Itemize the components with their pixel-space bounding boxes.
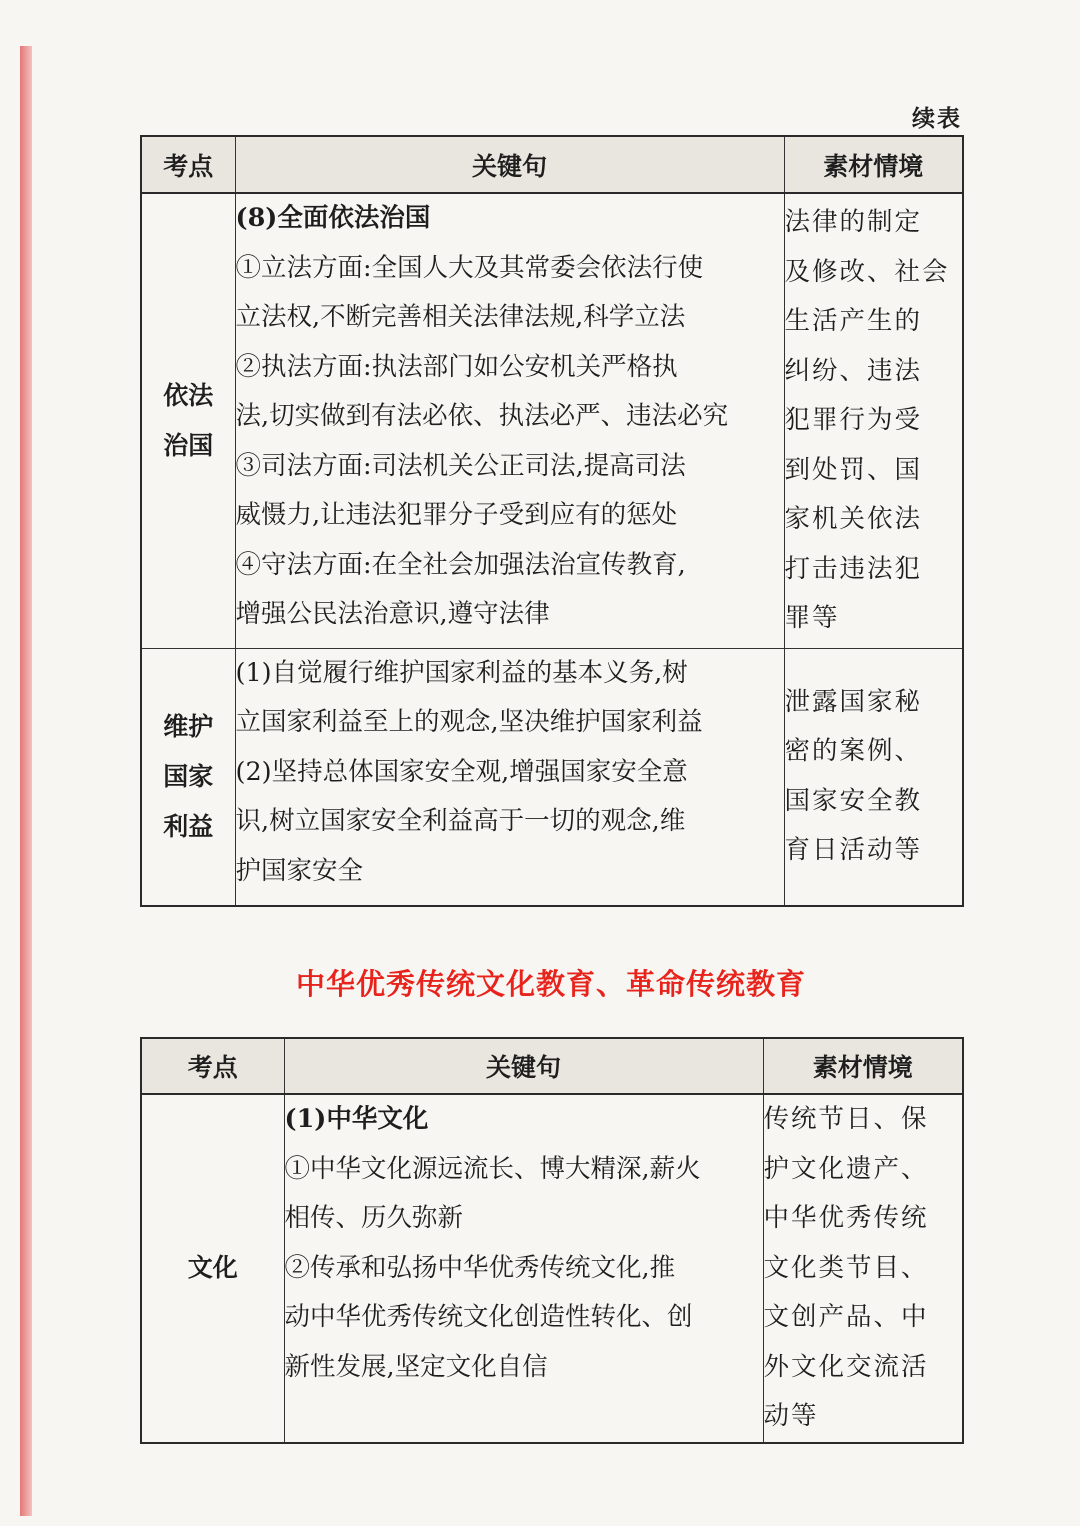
scene-line: 文创产品、中 xyxy=(763,1302,929,1332)
scene-line: 文化类节目、 xyxy=(763,1252,929,1283)
content-line: 增强公民法治意识,遵守法律 xyxy=(235,599,550,629)
content-line: 立国家利益至上的观念,坚决维护国家利益 xyxy=(235,707,703,737)
content-line: 威慑力,让违法犯罪分子受到应有的惩处 xyxy=(235,500,678,530)
table-row xyxy=(141,1094,963,1443)
content-line: 相传、历久弥新 xyxy=(284,1203,464,1233)
content-heading xyxy=(285,1095,763,1145)
content-line: ③司法方面:司法机关公正司法,提高司法 xyxy=(235,450,686,481)
topic-line: 国家 xyxy=(163,761,214,791)
scene-line: 护文化遗产、 xyxy=(763,1153,929,1184)
content-line: ②执法方面:执法部门如公安机关严格执 xyxy=(235,351,678,382)
scene-line: 打击违法犯 xyxy=(784,553,923,584)
key-points-table-rule-of-law xyxy=(140,135,964,907)
material-context-cell xyxy=(784,648,963,906)
content-line: 护国家安全 xyxy=(235,855,364,886)
scene-line: 中华优秀传统 xyxy=(763,1203,929,1233)
topic-line: 维护 xyxy=(163,711,214,741)
content-heading: (8)全面依法治国 xyxy=(235,203,431,233)
topic-line: 依法 xyxy=(163,380,214,410)
scene-line: 到处罚、国 xyxy=(784,454,923,485)
table-row xyxy=(141,648,963,906)
header-material-context: 素材情境 xyxy=(763,1038,963,1094)
scene-line: 纠纷、违法 xyxy=(784,355,923,386)
key-sentences-cell xyxy=(235,648,784,906)
topic-cell xyxy=(141,1094,284,1443)
header-material-context: 素材情境 xyxy=(784,136,963,193)
content-line: 动中华优秀传统文化创造性转化、创 xyxy=(284,1302,693,1332)
topic-line: 治国 xyxy=(163,430,214,460)
topic-line: 利益 xyxy=(163,811,214,841)
key-sentences-cell xyxy=(284,1094,763,1443)
header-key-sentences: 关键句 xyxy=(235,136,784,193)
scene-line: 外文化交流活 xyxy=(763,1351,929,1382)
content-line: ④守法方面:在全社会加强法治宣传教育, xyxy=(235,549,686,580)
header-key-sentences: 关键句 xyxy=(284,1038,763,1094)
topic-cell xyxy=(141,648,235,906)
scene-line: 泄露国家秘 xyxy=(784,686,923,717)
material-context-cell xyxy=(784,193,963,648)
scene-line: 动等 xyxy=(763,1401,819,1431)
key-points-table-culture xyxy=(140,1037,964,1444)
scene-line: 法律的制定 xyxy=(784,207,923,237)
content-line: ①立法方面:全国人大及其常委会依法行使 xyxy=(235,252,704,283)
scene-line: 及修改、社会 xyxy=(784,256,950,287)
content-line: 立法权,不断完善相关法律法规,科学立法 xyxy=(235,302,686,332)
scene-line: 密的案例、 xyxy=(784,736,923,767)
key-sentences-cell xyxy=(235,193,784,648)
content-line: ①中华文化源远流长、博大精深,薪火 xyxy=(284,1153,701,1184)
topic-line: 文化 xyxy=(187,1253,238,1283)
page-edge-bar xyxy=(20,46,32,1516)
section-title: 中华优秀传统文化教育、革命传统教育 xyxy=(295,967,806,1001)
content-line: ②传承和弘扬中华优秀传统文化,推 xyxy=(284,1252,676,1283)
content-heading-text: (1)中华文化 xyxy=(284,1104,429,1134)
content-line: 法,切实做到有法必依、执法必严、违法必究 xyxy=(235,401,729,431)
content-line: (1)自觉履行维护国家利益的基本义务,树 xyxy=(235,657,688,688)
scene-line: 犯罪行为受 xyxy=(784,405,923,435)
table-row xyxy=(141,193,963,648)
scene-line: 生活产生的 xyxy=(784,306,923,336)
content-line: (2)坚持总体国家安全观,增强国家安全意 xyxy=(235,756,688,787)
scene-line: 传统节日、保 xyxy=(763,1104,929,1134)
scene-line: 国家安全教 xyxy=(784,785,923,816)
scene-line: 育日活动等 xyxy=(784,835,923,866)
content-line: 识,树立国家安全利益高于一切的观念,维 xyxy=(235,806,686,836)
content-line: 新性发展,坚定文化自信 xyxy=(284,1351,548,1382)
scene-line: 家机关依法 xyxy=(784,504,923,534)
scene-line: 罪等 xyxy=(784,603,840,633)
continued-label: 续表 xyxy=(912,105,962,132)
header-topic: 考点 xyxy=(141,1038,284,1094)
material-context-cell xyxy=(763,1094,963,1443)
header-topic: 考点 xyxy=(141,136,235,193)
topic-cell xyxy=(141,193,235,648)
